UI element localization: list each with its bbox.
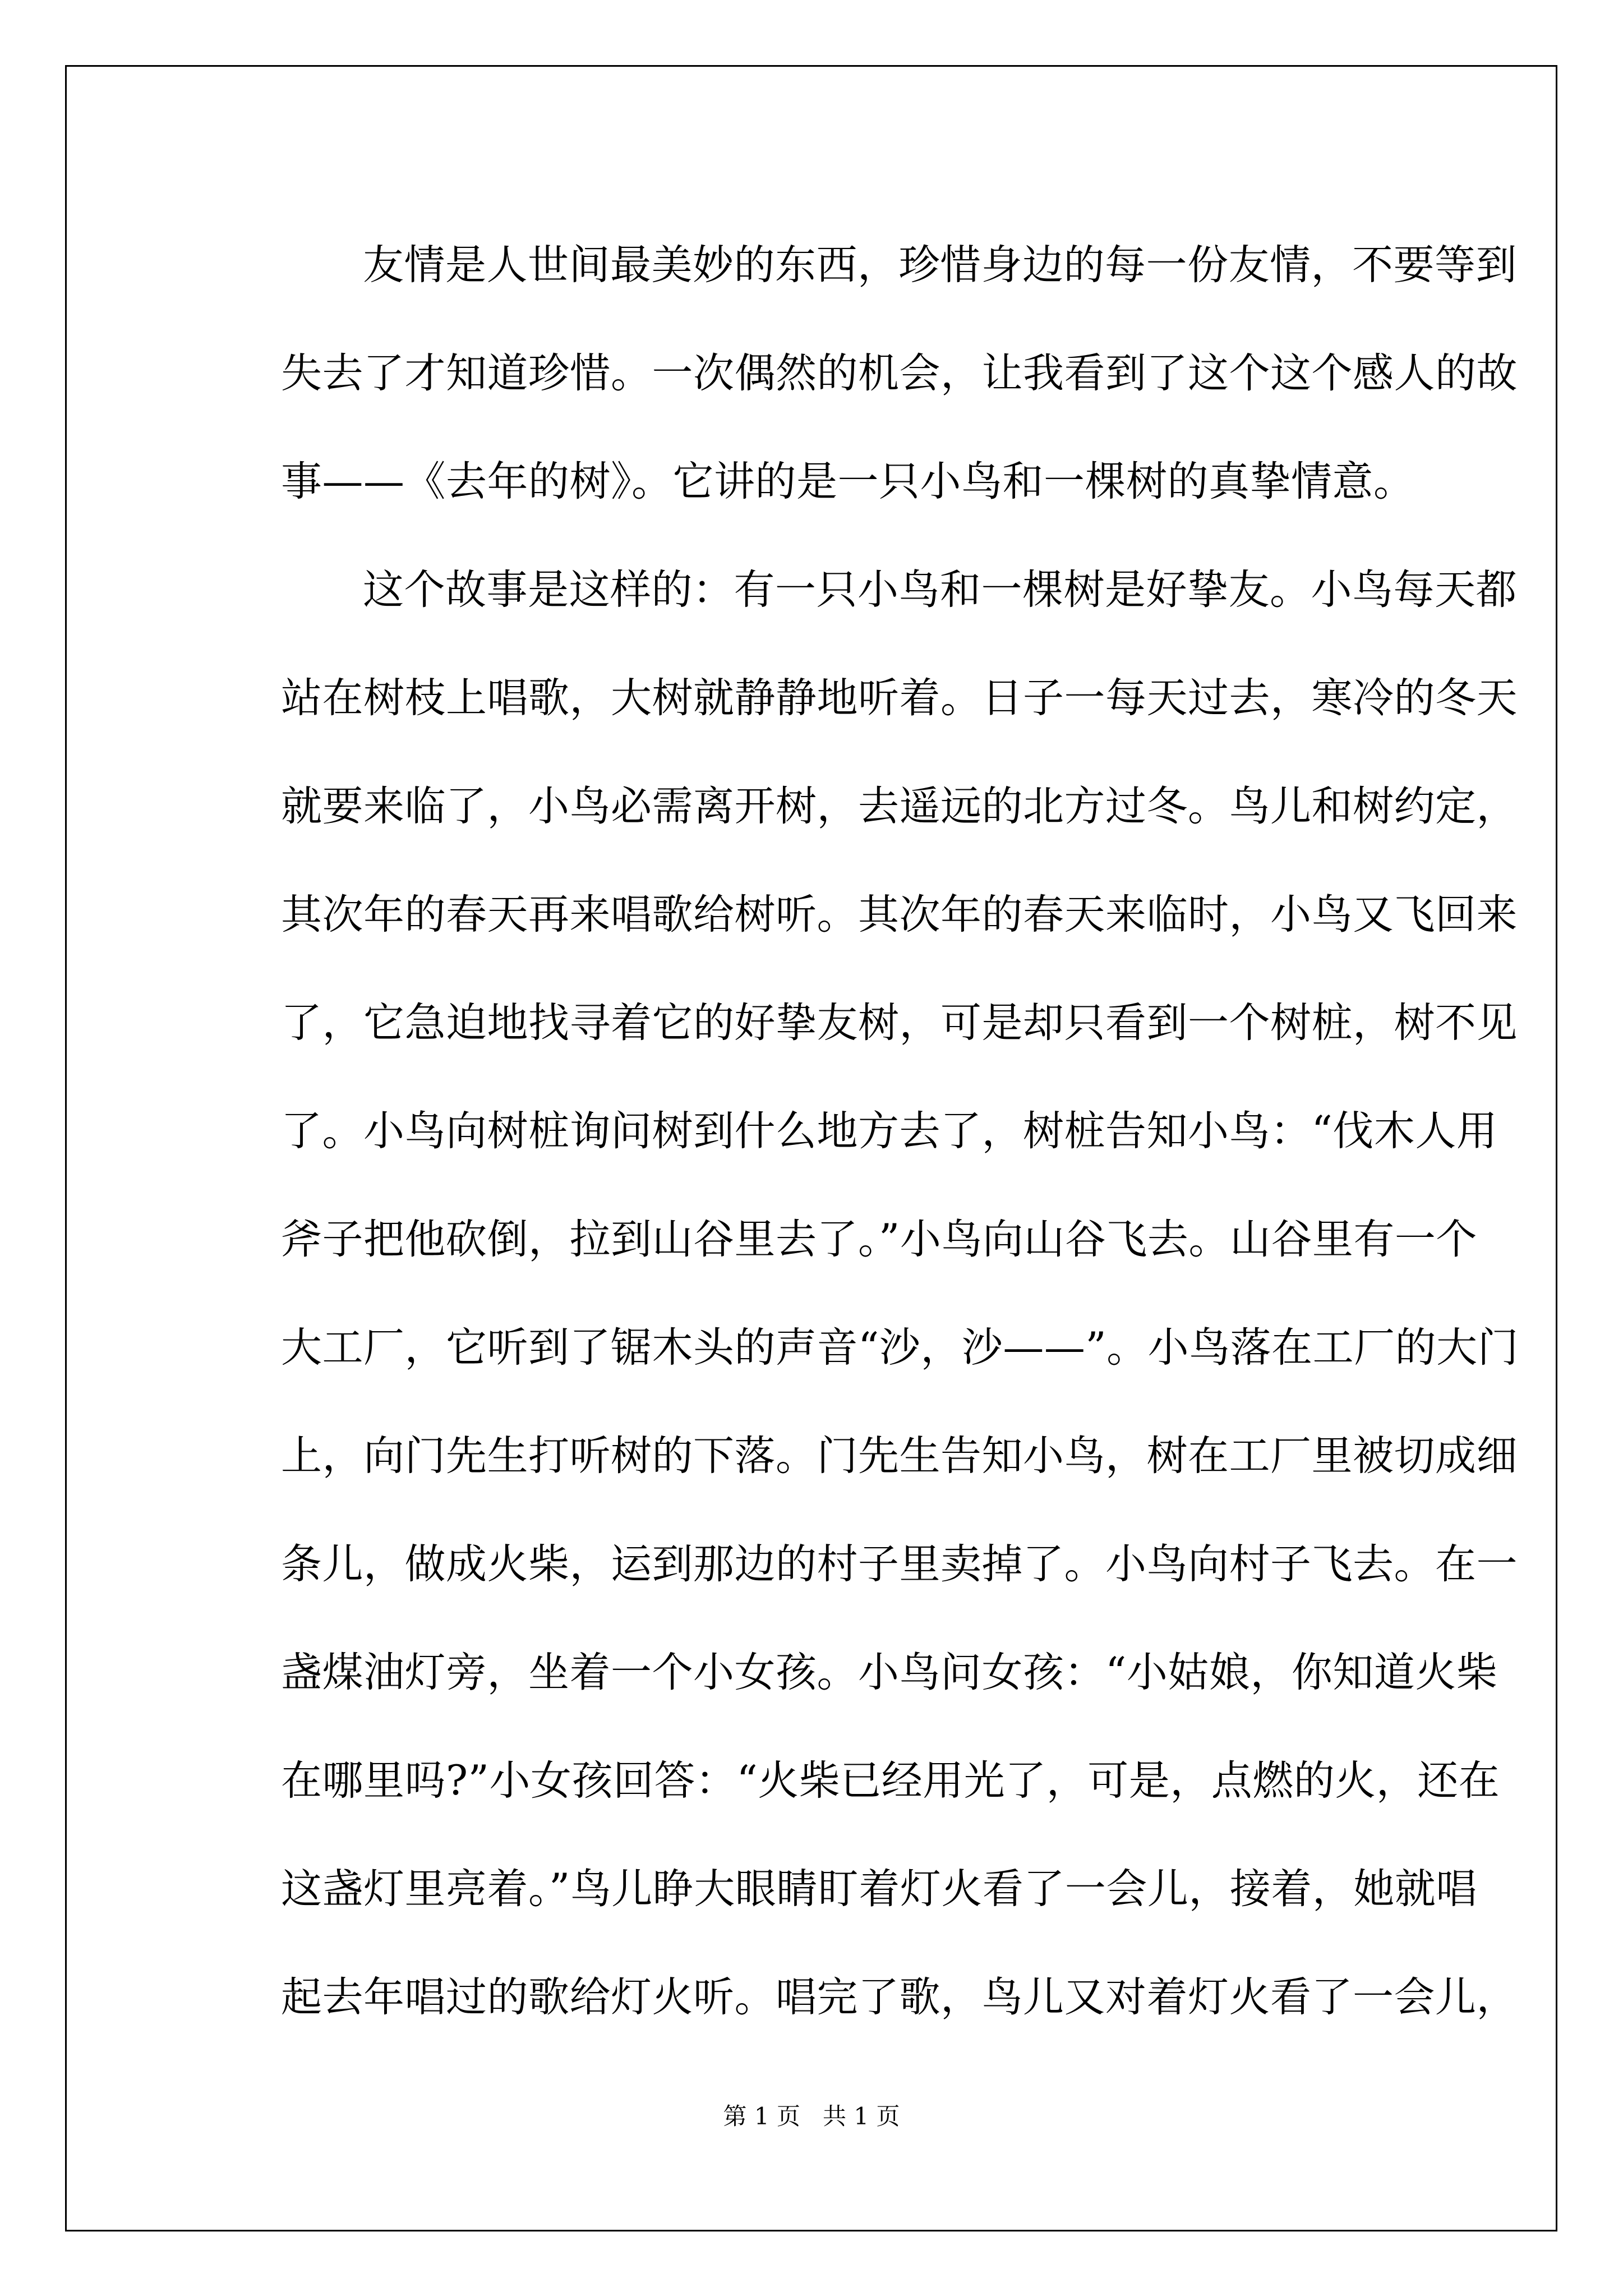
text-line: 站在树枝上唱歌，大树就静静地听着。日子一每天过去，寒冷的冬天 (281, 674, 1518, 722)
text-line: 条儿，做成火柴，运到那边的村子里卖掉了。小鸟向村子飞去。在一 (281, 1540, 1518, 1588)
page-footer (0, 2098, 1623, 2132)
text-line: 在哪里吗?”小女孩回答：“火柴已经用光了，可是，点燃的火，还在 (281, 1757, 1500, 1805)
text-line: 失去了才知道珍惜。一次偶然的机会，让我看到了这个这个感人的故 (281, 349, 1518, 397)
text-line: 这盏灯里亮着。”鸟儿睁大眼睛盯着灯火看了一会儿，接着，她就唱 (281, 1865, 1477, 1913)
text-line: 斧子把他砍倒，拉到山谷里去了。”小鸟向山谷飞去。山谷里有一个 (281, 1216, 1477, 1263)
text-line: 事——《去年的树》。它讲的是一只小鸟和一棵树的真挚情意。 (281, 458, 1415, 505)
text-line: 友情是人世间最美妙的东西，珍惜身边的每一份友情，不要等到 (363, 241, 1517, 289)
text-line: 起去年唱过的歌给灯火听。唱完了歌，鸟儿又对着灯火看了一会儿， (281, 1973, 1518, 2021)
text-line: 大工厂，它听到了锯木头的声音“沙，沙——”。小鸟落在工厂的大门 (281, 1324, 1519, 1372)
paragraph-2 (199, 536, 1519, 2051)
document-body (199, 211, 1519, 2051)
text-line: 了，它急迫地找寻着它的好挚友树，可是却只看到一个树桩，树不见 (281, 999, 1518, 1047)
page-number: 第 1 页 (723, 2102, 800, 2130)
text-line: 这个故事是这样的：有一只小鸟和一棵树是好挚友。小鸟每天都 (363, 566, 1517, 614)
page-total: 共 1 页 (823, 2102, 900, 2130)
text-line: 上，向门先生打听树的下落。门先生告知小鸟，树在工厂里被切成细 (281, 1432, 1518, 1480)
text-line: 就要来临了，小鸟必需离开树，去遥远的北方过冬。鸟儿和树约定， (281, 783, 1518, 830)
text-line: 其次年的春天再来唱歌给树听。其次年的春天来临时，小鸟又飞回来 (281, 891, 1518, 938)
text-line: 了。小鸟向树桩询问树到什么地方去了，树桩告知小鸟：“伐木人用 (281, 1107, 1498, 1155)
paragraph-1 (199, 211, 1518, 536)
text-line: 盏煤油灯旁，坐着一个小女孩。小鸟问女孩：“小姑娘，你知道火柴 (281, 1649, 1498, 1696)
